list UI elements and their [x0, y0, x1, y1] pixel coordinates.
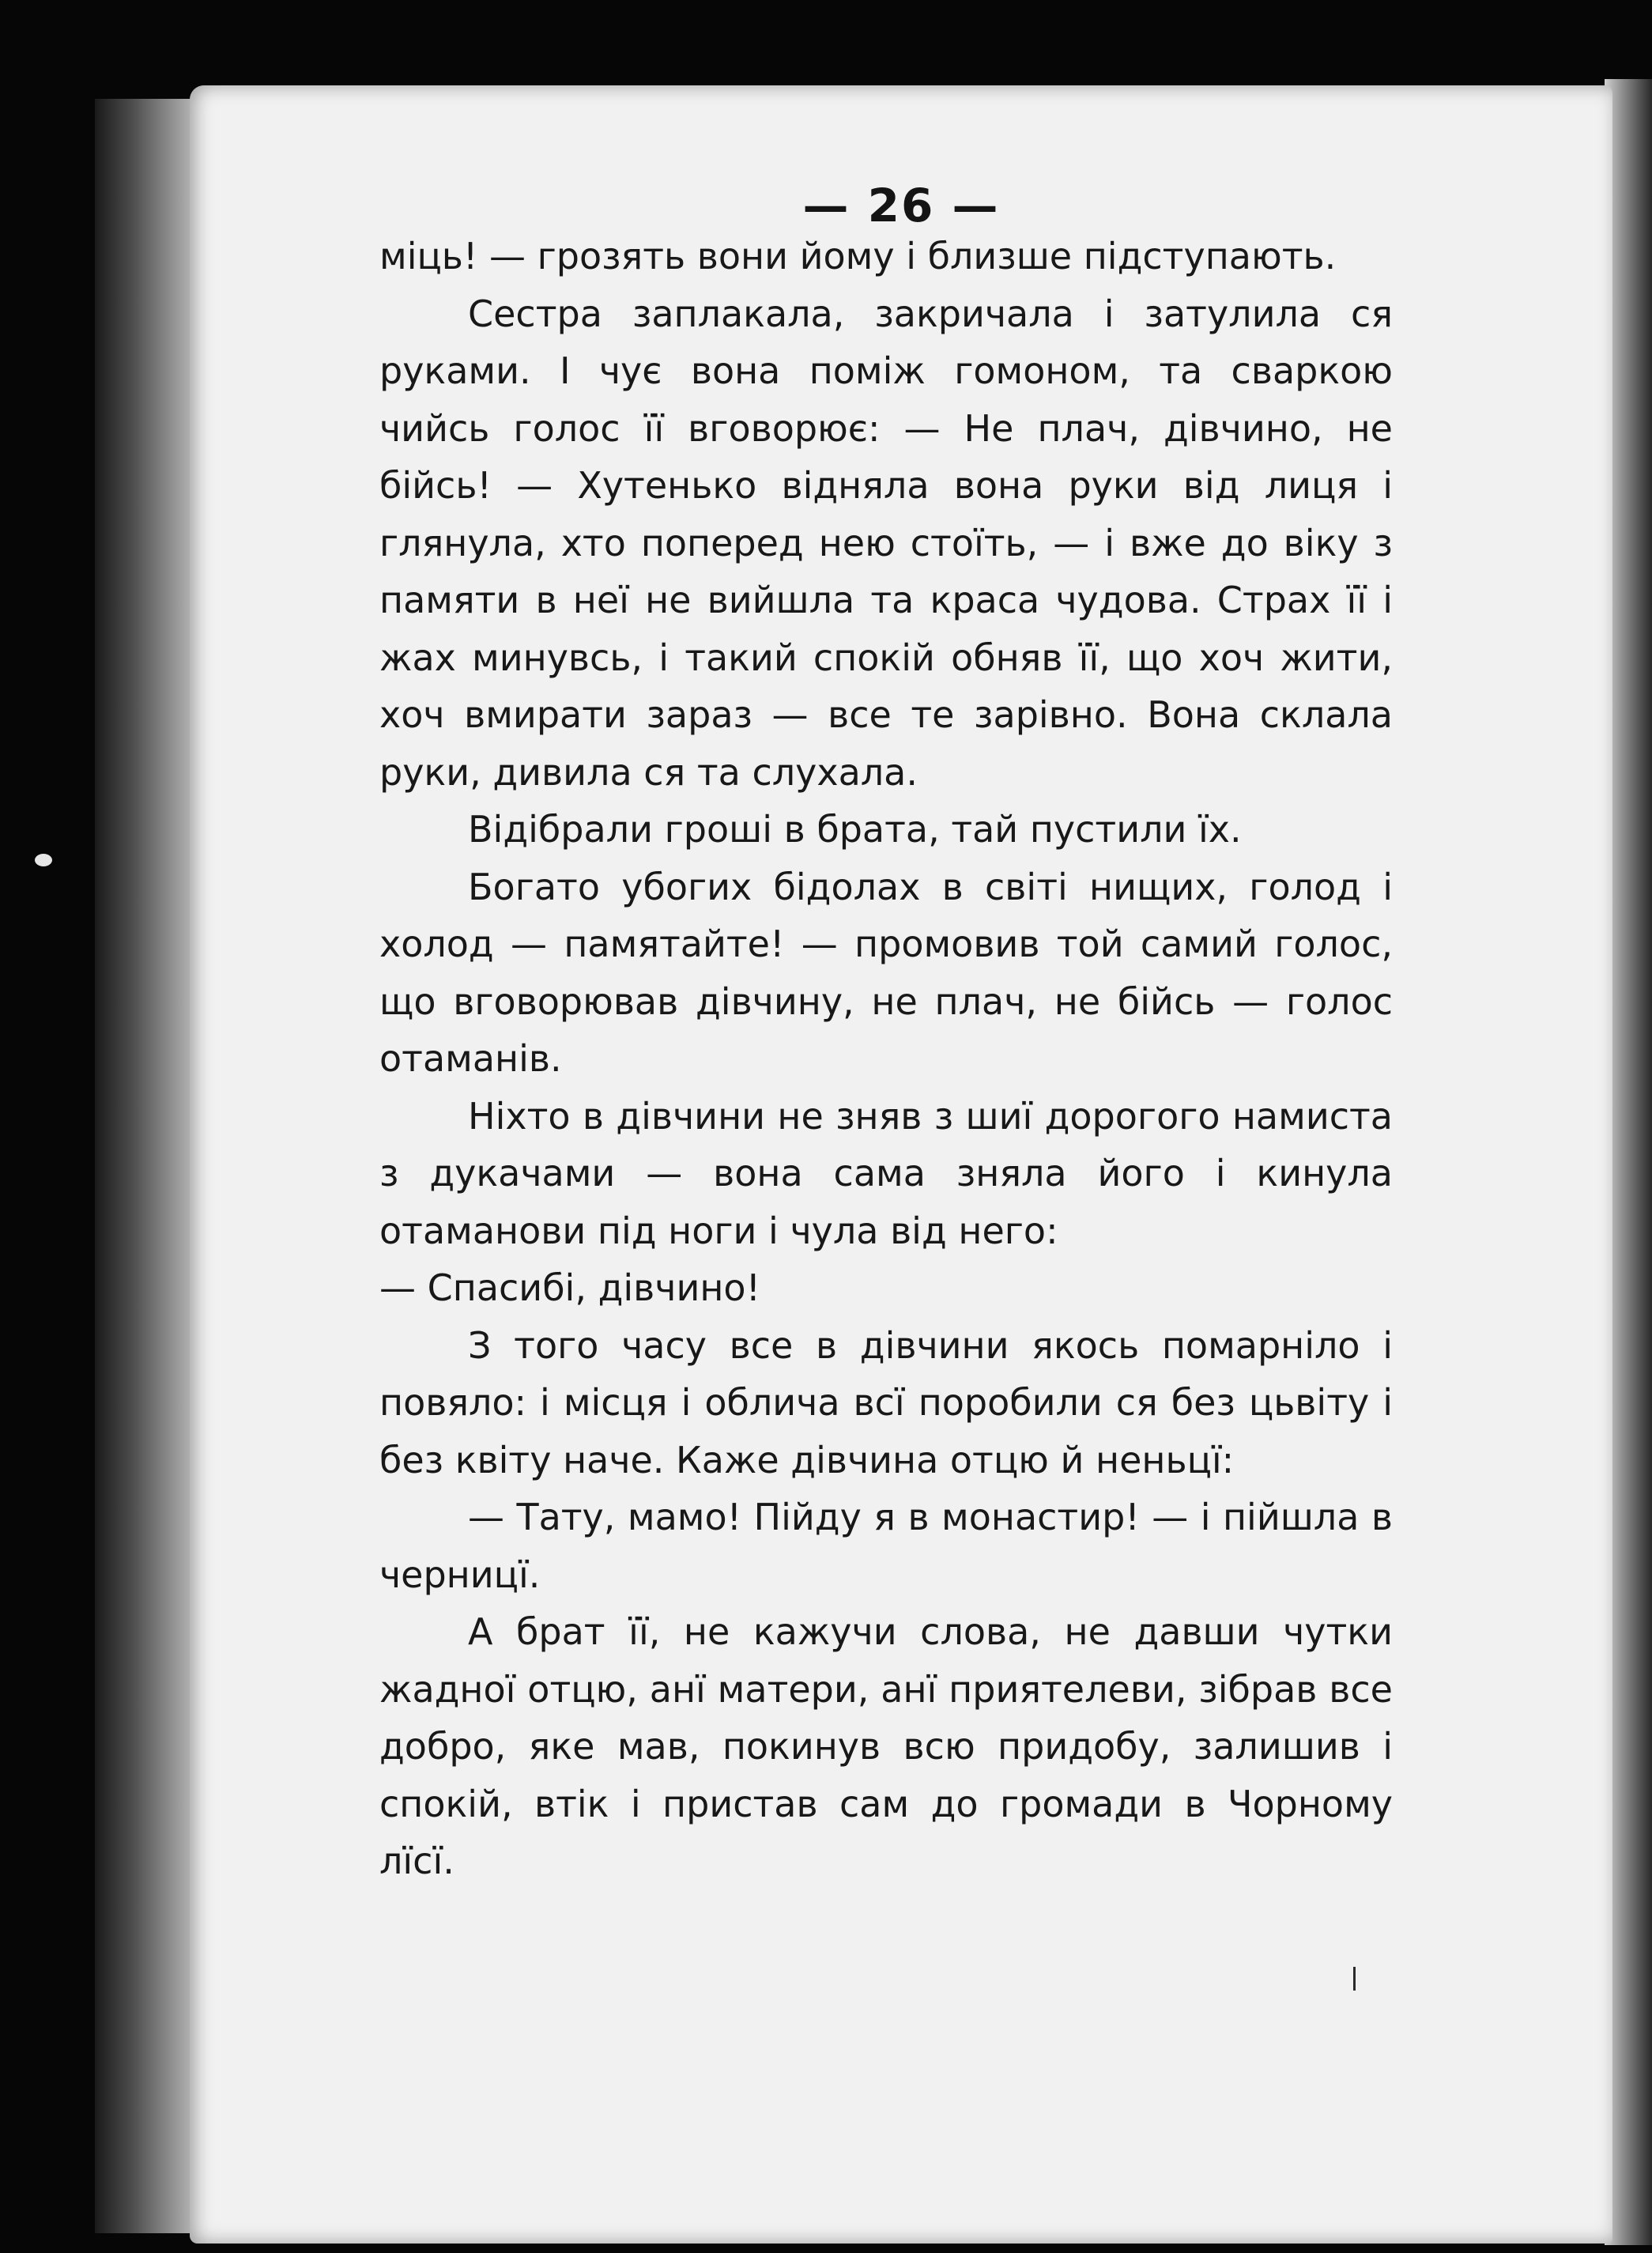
- paragraph-9: А брат її, не кажучи слова, не давши чутки жадної отцю, анї матери, анї приятелеви, зібрав все добро, яке мав, покинув всю придобу, залишив і спокій, втік і пристав сам до громади в Чорному лїсї.: [379, 1610, 1393, 1882]
- paragraph-5: Ніхто в дівчини не зняв з шиї дорогого намиста з дукачами — вона сама зняла його і кинула отаманови під ноги і чула від него:: [379, 1094, 1393, 1252]
- print-speck-bottom: [1353, 1967, 1356, 1991]
- paragraph-1: міць! — грозять вони йому і близше підступають.: [379, 235, 1337, 277]
- paragraph-2: Сестра заплакала, закричала і затулила ся руками. І чує вона поміж гомоном, та сваркою чийсь голос її вговорює: — Не плач, дівчино, не бійсь! — Хутенько відняла вона руки від лиця і глянула, хто поперед нею стоїть, — і вже до віку з памяти в неї не вийшла та краса чудова. Страх її і жах минувсь, і такий спокій обняв її, що хоч жити, хоч вмирати зараз — все те зарівно. Вона склала руки, дивила ся та слухала.: [379, 292, 1393, 794]
- page-body-text: [379, 228, 1393, 1890]
- page-number: — 26 —: [802, 179, 1000, 232]
- paragraph-8: — Тату, мамо! Пійду я в монастир! — і пійшла в черницї.: [379, 1496, 1393, 1596]
- paragraph-7: З того часу все в дівчини якось помарніло і повяло: і місця і облича всї поробили ся без цьвіту і без квіту наче. Каже дівчина отцю й неньцї:: [379, 1323, 1393, 1481]
- book-page: [190, 85, 1612, 2244]
- paragraph-6: — Спасибі, дівчино!: [379, 1266, 761, 1309]
- scan-dust-speck: [35, 854, 52, 866]
- paragraph-3: Відібрали гроші в брата, тай пустили їх.: [468, 808, 1242, 851]
- paragraph-4: Богато убогих бідолах в світі нищих, голод і холод — памятайте! — промовив той самий голос, що вговорював дівчину, не плач, не бійсь — голос отаманів.: [379, 865, 1393, 1080]
